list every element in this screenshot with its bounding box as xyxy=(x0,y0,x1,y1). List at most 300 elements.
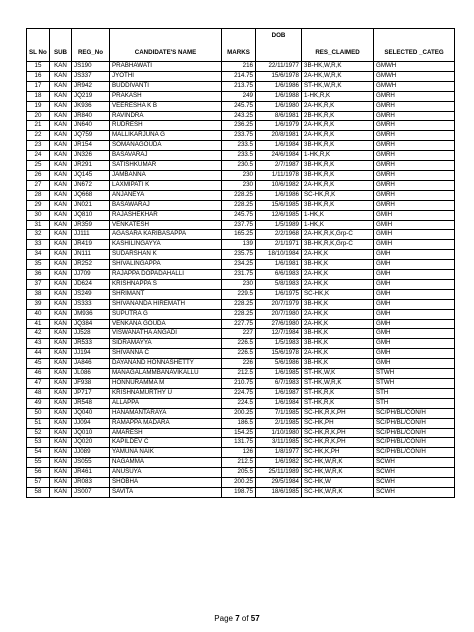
cell-sl: 57 xyxy=(27,478,50,488)
cell-reg-no: JS007 xyxy=(72,487,110,497)
cell-reg-no: JN640 xyxy=(72,121,110,131)
cell-marks: 226.5 xyxy=(222,339,256,349)
cell-sl: 36 xyxy=(27,270,50,280)
cell-reg-no: JR154 xyxy=(72,141,110,151)
cell-marks: 249 xyxy=(222,91,256,101)
cell-res-claimed: 2A-HK,R,K xyxy=(302,101,374,111)
cell-selected-category: GMH xyxy=(374,339,455,349)
cell-candidate-name: DAYANAND HONNASHETTY xyxy=(110,359,222,369)
cell-marks: 226 xyxy=(222,359,256,369)
cell-dob: 1/6/1986 xyxy=(256,190,302,200)
cell-marks: 233.5 xyxy=(222,151,256,161)
cell-marks: 198.75 xyxy=(222,487,256,497)
cell-candidate-name: SHIVANANDA HIREMATH xyxy=(110,299,222,309)
table-row xyxy=(27,448,455,458)
cell-dob: 25/11/1989 xyxy=(256,468,302,478)
cell-res-claimed: 2A-HK,R,K xyxy=(302,121,374,131)
cell-selected-category: GMRH xyxy=(374,161,455,171)
cell-sl: 38 xyxy=(27,289,50,299)
cell-sub: KAN xyxy=(50,141,72,151)
cell-sub: KAN xyxy=(50,101,72,111)
cell-candidate-name: KRISHNAPPA S xyxy=(110,279,222,289)
header-sub: SUB xyxy=(50,29,72,62)
cell-candidate-name: RAMAPPA MADARA xyxy=(110,418,222,428)
cell-marks: 139 xyxy=(222,240,256,250)
cell-reg-no: JJ528 xyxy=(72,329,110,339)
cell-candidate-name: SUDARSHAN K xyxy=(110,250,222,260)
cell-sl: 25 xyxy=(27,161,50,171)
cell-sl: 56 xyxy=(27,468,50,478)
cell-res-claimed: 3B-HK,K xyxy=(302,339,374,349)
cell-sub: KAN xyxy=(50,111,72,121)
cell-candidate-name: SOMANAGOUDA xyxy=(110,141,222,151)
cell-res-claimed: 3B-HK,K xyxy=(302,299,374,309)
cell-marks: 165.25 xyxy=(222,230,256,240)
cell-dob: 1/6/1984 xyxy=(256,141,302,151)
cell-marks: 234.25 xyxy=(222,260,256,270)
cell-dob: 1/6/1982 xyxy=(256,458,302,468)
cell-res-claimed: 2A-HK,K xyxy=(302,250,374,260)
cell-sl: 28 xyxy=(27,190,50,200)
table-row xyxy=(27,398,455,408)
cell-sub: KAN xyxy=(50,91,72,101)
header-sl: SL No xyxy=(27,29,50,62)
cell-reg-no: JJ709 xyxy=(72,270,110,280)
table-row xyxy=(27,478,455,488)
cell-res-claimed: 3B-HK,K xyxy=(302,359,374,369)
cell-res-claimed: 1-HK,K xyxy=(302,210,374,220)
cell-candidate-name: VISWANATHA ANGADI xyxy=(110,329,222,339)
cell-res-claimed: ST-HK,W,R,K xyxy=(302,81,374,91)
cell-marks: 228.25 xyxy=(222,309,256,319)
cell-reg-no: JS190 xyxy=(72,62,110,72)
table-row xyxy=(27,151,455,161)
cell-reg-no: JD624 xyxy=(72,279,110,289)
cell-res-claimed: 3B-HK,K xyxy=(302,329,374,339)
cell-res-claimed: 1-HK,R,K xyxy=(302,151,374,161)
cell-sub: KAN xyxy=(50,190,72,200)
cell-candidate-name: SHIVANNA C xyxy=(110,349,222,359)
cell-selected-category: GMRH xyxy=(374,141,455,151)
cell-sub: KAN xyxy=(50,408,72,418)
cell-sub: KAN xyxy=(50,279,72,289)
cell-sl: 46 xyxy=(27,369,50,379)
cell-dob: 12/7/1984 xyxy=(256,329,302,339)
cell-marks: 230 xyxy=(222,170,256,180)
cell-reg-no: JJ111 xyxy=(72,230,110,240)
table-row xyxy=(27,101,455,111)
table-row xyxy=(27,220,455,230)
cell-candidate-name: NAGAMMA xyxy=(110,458,222,468)
cell-sub: KAN xyxy=(50,161,72,171)
cell-sub: KAN xyxy=(50,170,72,180)
cell-res-claimed: 3B-HK,R,K,Grp-C xyxy=(302,240,374,250)
cell-res-claimed: 3B-HK,R,K xyxy=(302,170,374,180)
cell-sl: 58 xyxy=(27,487,50,497)
cell-selected-category: GMRH xyxy=(374,131,455,141)
cell-dob: 1/11/1978 xyxy=(256,170,302,180)
cell-marks: 235.75 xyxy=(222,250,256,260)
cell-dob: 10/6/1982 xyxy=(256,180,302,190)
cell-selected-category: SC/PH/BL/CON/H xyxy=(374,418,455,428)
cell-marks: 230 xyxy=(222,279,256,289)
cell-dob: 1/6/1975 xyxy=(256,289,302,299)
cell-dob: 1/6/1987 xyxy=(256,388,302,398)
cell-sub: KAN xyxy=(50,289,72,299)
cell-sub: KAN xyxy=(50,230,72,240)
table-row xyxy=(27,359,455,369)
cell-dob: 1/6/1980 xyxy=(256,101,302,111)
cell-sl: 16 xyxy=(27,71,50,81)
cell-selected-category: GMH xyxy=(374,359,455,369)
cell-res-claimed: 2A-HK,K xyxy=(302,319,374,329)
cell-sub: KAN xyxy=(50,468,72,478)
cell-reg-no: JQ759 xyxy=(72,131,110,141)
cell-dob: 2/1/1971 xyxy=(256,240,302,250)
cell-res-claimed: 2A-HK,R,K xyxy=(302,180,374,190)
cell-candidate-name: SHOBHA xyxy=(110,478,222,488)
cell-sub: KAN xyxy=(50,478,72,488)
cell-res-claimed: 2A-HK,R,K xyxy=(302,131,374,141)
cell-reg-no: JQ219 xyxy=(72,91,110,101)
cell-dob: 8/6/1981 xyxy=(256,111,302,121)
cell-reg-no: JQ145 xyxy=(72,170,110,180)
cell-dob: 20/7/1980 xyxy=(256,309,302,319)
cell-reg-no: JS055 xyxy=(72,458,110,468)
cell-dob: 1/6/1981 xyxy=(256,260,302,270)
footer-of: of xyxy=(239,614,251,623)
cell-sub: KAN xyxy=(50,270,72,280)
cell-res-claimed: SC-HK,W,R,K xyxy=(302,487,374,497)
table-row xyxy=(27,438,455,448)
cell-selected-category: GMIH xyxy=(374,240,455,250)
cell-reg-no: JQ010 xyxy=(72,428,110,438)
cell-dob: 29/5/1984 xyxy=(256,478,302,488)
cell-sub: KAN xyxy=(50,200,72,210)
cell-selected-category: GMRH xyxy=(374,170,455,180)
table-row xyxy=(27,170,455,180)
cell-res-claimed: 3B-HK,W,R,K xyxy=(302,62,374,72)
cell-candidate-name: YAMUNA NAIK xyxy=(110,448,222,458)
cell-dob: 5/8/1983 xyxy=(256,279,302,289)
cell-sl: 49 xyxy=(27,398,50,408)
header-selected-category: SELECTED _CATEG xyxy=(374,29,455,62)
cell-marks: 212.5 xyxy=(222,369,256,379)
cell-sl: 18 xyxy=(27,91,50,101)
cell-marks: 224.5 xyxy=(222,398,256,408)
cell-marks: 224.75 xyxy=(222,388,256,398)
cell-marks: 233.5 xyxy=(222,141,256,151)
cell-selected-category: GMWH xyxy=(374,62,455,72)
cell-reg-no: JR359 xyxy=(72,220,110,230)
cell-candidate-name: KRISHNAMURTHY U xyxy=(110,388,222,398)
cell-selected-category: GMRH xyxy=(374,91,455,101)
cell-dob: 12/6/1985 xyxy=(256,210,302,220)
cell-marks: 186.5 xyxy=(222,418,256,428)
table-row xyxy=(27,388,455,398)
cell-candidate-name: ANUSUYA xyxy=(110,468,222,478)
cell-dob: 15/6/1978 xyxy=(256,71,302,81)
table-body xyxy=(27,62,455,498)
cell-sl: 42 xyxy=(27,329,50,339)
table-row xyxy=(27,408,455,418)
cell-sub: KAN xyxy=(50,428,72,438)
cell-sub: KAN xyxy=(50,180,72,190)
cell-reg-no: JP717 xyxy=(72,388,110,398)
cell-marks: 200.25 xyxy=(222,408,256,418)
cell-candidate-name: JYOTHI xyxy=(110,71,222,81)
cell-sub: KAN xyxy=(50,319,72,329)
table-row xyxy=(27,339,455,349)
cell-selected-category: GMH xyxy=(374,349,455,359)
cell-marks: 213.75 xyxy=(222,81,256,91)
table-row xyxy=(27,428,455,438)
cell-dob: 1/6/1984 xyxy=(256,398,302,408)
cell-selected-category: GMH xyxy=(374,250,455,260)
cell-sub: KAN xyxy=(50,62,72,72)
cell-candidate-name: VENKANA GOUDA xyxy=(110,319,222,329)
cell-selected-category: GMH xyxy=(374,299,455,309)
cell-res-claimed: 2A-HK,W,R,K xyxy=(302,71,374,81)
cell-dob: 1/5/1983 xyxy=(256,339,302,349)
cell-sl: 35 xyxy=(27,260,50,270)
cell-sub: KAN xyxy=(50,438,72,448)
cell-sl: 34 xyxy=(27,250,50,260)
cell-selected-category: SCWH xyxy=(374,468,455,478)
cell-dob: 1/10/1980 xyxy=(256,428,302,438)
cell-candidate-name: AGASARA KARIBASAPPA xyxy=(110,230,222,240)
cell-res-claimed: SC-HK,R,K xyxy=(302,190,374,200)
cell-reg-no: JR083 xyxy=(72,478,110,488)
cell-sl: 47 xyxy=(27,379,50,389)
cell-reg-no: JQ020 xyxy=(72,438,110,448)
cell-marks: 126 xyxy=(222,448,256,458)
cell-sl: 48 xyxy=(27,388,50,398)
cell-reg-no: JR840 xyxy=(72,111,110,121)
cell-selected-category: GMH xyxy=(374,279,455,289)
cell-res-claimed: 3B-HK,K xyxy=(302,260,374,270)
cell-res-claimed: SC-HK,W,R,K xyxy=(302,458,374,468)
cell-candidate-name: SUPUTRA G xyxy=(110,309,222,319)
cell-sub: KAN xyxy=(50,379,72,389)
footer-total-pages: 57 xyxy=(250,614,260,623)
header-dob: DOB xyxy=(256,29,302,62)
cell-selected-category: GMH xyxy=(374,260,455,270)
table-row xyxy=(27,111,455,121)
cell-candidate-name: MANAGALAMMBANAVIKALLU xyxy=(110,369,222,379)
cell-candidate-name: SHRIMANT xyxy=(110,289,222,299)
cell-reg-no: JS333 xyxy=(72,299,110,309)
cell-candidate-name: JAMBANNA xyxy=(110,170,222,180)
cell-sub: KAN xyxy=(50,418,72,428)
cell-selected-category: GMRH xyxy=(374,121,455,131)
cell-sub: KAN xyxy=(50,250,72,260)
cell-marks: 233.75 xyxy=(222,131,256,141)
cell-candidate-name: AMARESH xyxy=(110,428,222,438)
cell-candidate-name: RAJAPPA DOPADAHALLI xyxy=(110,270,222,280)
cell-sub: KAN xyxy=(50,210,72,220)
cell-marks: 228.25 xyxy=(222,200,256,210)
cell-res-claimed: 3B-HK,R,K xyxy=(302,141,374,151)
cell-sl: 24 xyxy=(27,151,50,161)
cell-dob: 2/2/1968 xyxy=(256,230,302,240)
table-row xyxy=(27,289,455,299)
table-row xyxy=(27,91,455,101)
cell-candidate-name: VENKATESH xyxy=(110,220,222,230)
cell-res-claimed: SC-HK,W xyxy=(302,478,374,488)
cell-candidate-name: RAVINDRA xyxy=(110,111,222,121)
cell-res-claimed: 2A-HK,R,K,Grp-C xyxy=(302,230,374,240)
cell-marks: 245.75 xyxy=(222,101,256,111)
table-row xyxy=(27,468,455,478)
cell-sub: KAN xyxy=(50,151,72,161)
cell-sub: KAN xyxy=(50,220,72,230)
cell-selected-category: GMH xyxy=(374,270,455,280)
cell-sl: 50 xyxy=(27,408,50,418)
table-row xyxy=(27,200,455,210)
cell-marks: 243.25 xyxy=(222,111,256,121)
cell-candidate-name: BASAWARAJ xyxy=(110,200,222,210)
cell-selected-category: GMIH xyxy=(374,210,455,220)
cell-res-claimed: ST-HK,W,K xyxy=(302,369,374,379)
table-row xyxy=(27,270,455,280)
cell-res-claimed: ST-HK,R,K xyxy=(302,388,374,398)
cell-dob: 1/6/1985 xyxy=(256,369,302,379)
cell-res-claimed: SC-HK,R,K,PH xyxy=(302,438,374,448)
cell-marks: 154.25 xyxy=(222,428,256,438)
cell-res-claimed: 3B-HK,R,K xyxy=(302,200,374,210)
cell-marks: 205.5 xyxy=(222,468,256,478)
cell-dob: 7/1/1985 xyxy=(256,408,302,418)
cell-res-claimed: 1-HK,R,K xyxy=(302,91,374,101)
header-reg-no: REG_No xyxy=(72,29,110,62)
cell-sl: 53 xyxy=(27,438,50,448)
cell-selected-category: SC/PH/BL/CON/H xyxy=(374,448,455,458)
cell-candidate-name: ALLAPPA xyxy=(110,398,222,408)
table-row xyxy=(27,71,455,81)
table-row xyxy=(27,230,455,240)
table-row xyxy=(27,279,455,289)
cell-sub: KAN xyxy=(50,339,72,349)
cell-candidate-name: HANAMANTARAYA xyxy=(110,408,222,418)
cell-selected-category: SC/PH/BL/CON/H xyxy=(374,428,455,438)
cell-dob: 24/6/1984 xyxy=(256,151,302,161)
cell-reg-no: JR533 xyxy=(72,339,110,349)
cell-res-claimed: SC-HK,W,R,K xyxy=(302,468,374,478)
cell-selected-category: GMIH xyxy=(374,230,455,240)
cell-reg-no: JQ668 xyxy=(72,190,110,200)
cell-sub: KAN xyxy=(50,81,72,91)
table-row xyxy=(27,309,455,319)
table-row xyxy=(27,250,455,260)
cell-sl: 44 xyxy=(27,349,50,359)
cell-sl: 51 xyxy=(27,418,50,428)
cell-res-claimed: 3B-HK,R,K xyxy=(302,161,374,171)
table-row xyxy=(27,180,455,190)
cell-marks: 236.25 xyxy=(222,121,256,131)
table-row xyxy=(27,240,455,250)
cell-sub: KAN xyxy=(50,299,72,309)
cell-reg-no: JN111 xyxy=(72,250,110,260)
cell-dob: 2/1/1985 xyxy=(256,418,302,428)
table-row xyxy=(27,131,455,141)
cell-candidate-name: PRAKASH xyxy=(110,91,222,101)
cell-reg-no: JR942 xyxy=(72,81,110,91)
cell-candidate-name: SIDRAMAYYA xyxy=(110,339,222,349)
cell-candidate-name: SHIVALINGAPPA xyxy=(110,260,222,270)
cell-reg-no: JJ089 xyxy=(72,448,110,458)
results-table xyxy=(26,28,455,498)
table-row xyxy=(27,487,455,497)
table-row xyxy=(27,210,455,220)
cell-selected-category: GMWH xyxy=(374,81,455,91)
cell-reg-no: JR548 xyxy=(72,398,110,408)
cell-res-claimed: 2A-HK,K xyxy=(302,309,374,319)
cell-dob: 3/11/1985 xyxy=(256,438,302,448)
cell-sl: 55 xyxy=(27,458,50,468)
cell-marks: 227.75 xyxy=(222,319,256,329)
cell-res-claimed: SC-HK,PH xyxy=(302,418,374,428)
cell-dob: 1/8/1977 xyxy=(256,448,302,458)
cell-marks: 214.75 xyxy=(222,71,256,81)
cell-sl: 27 xyxy=(27,180,50,190)
cell-marks: 228.25 xyxy=(222,190,256,200)
cell-candidate-name: SATISHKUMAR xyxy=(110,161,222,171)
cell-reg-no: JR419 xyxy=(72,240,110,250)
cell-candidate-name: HONNURAMMA M xyxy=(110,379,222,389)
cell-sub: KAN xyxy=(50,369,72,379)
cell-reg-no: JJ194 xyxy=(72,349,110,359)
cell-selected-category: SCWH xyxy=(374,487,455,497)
table-row xyxy=(27,379,455,389)
header-candidate-name: CANDIDATE'S NAME xyxy=(110,29,222,62)
table-row xyxy=(27,81,455,91)
table-row xyxy=(27,299,455,309)
header-row xyxy=(27,29,455,62)
cell-reg-no: JL086 xyxy=(72,369,110,379)
table-row xyxy=(27,141,455,151)
cell-dob: 1/6/1986 xyxy=(256,81,302,91)
cell-sub: KAN xyxy=(50,487,72,497)
cell-marks: 237.75 xyxy=(222,220,256,230)
cell-dob: 20/7/1979 xyxy=(256,299,302,309)
cell-selected-category: GMH xyxy=(374,329,455,339)
cell-dob: 6/7/1983 xyxy=(256,379,302,389)
table-row xyxy=(27,349,455,359)
header-marks: MARKS xyxy=(222,29,256,62)
cell-sub: KAN xyxy=(50,131,72,141)
cell-selected-category: GMRH xyxy=(374,200,455,210)
cell-reg-no: JK936 xyxy=(72,101,110,111)
cell-dob: 2/7/1987 xyxy=(256,161,302,171)
cell-reg-no: JM936 xyxy=(72,309,110,319)
cell-sl: 32 xyxy=(27,230,50,240)
cell-reg-no: JN021 xyxy=(72,200,110,210)
cell-candidate-name: MALLIKARJUNA G xyxy=(110,131,222,141)
cell-sub: KAN xyxy=(50,359,72,369)
cell-reg-no: JQ384 xyxy=(72,319,110,329)
cell-dob: 6/6/1983 xyxy=(256,270,302,280)
cell-reg-no: JN672 xyxy=(72,180,110,190)
cell-sub: KAN xyxy=(50,349,72,359)
cell-sl: 19 xyxy=(27,101,50,111)
cell-candidate-name: BUDDIVANTI xyxy=(110,81,222,91)
cell-selected-category: STH xyxy=(374,398,455,408)
cell-sl: 29 xyxy=(27,200,50,210)
cell-sl: 52 xyxy=(27,428,50,438)
cell-selected-category: GMRH xyxy=(374,180,455,190)
cell-marks: 230 xyxy=(222,180,256,190)
